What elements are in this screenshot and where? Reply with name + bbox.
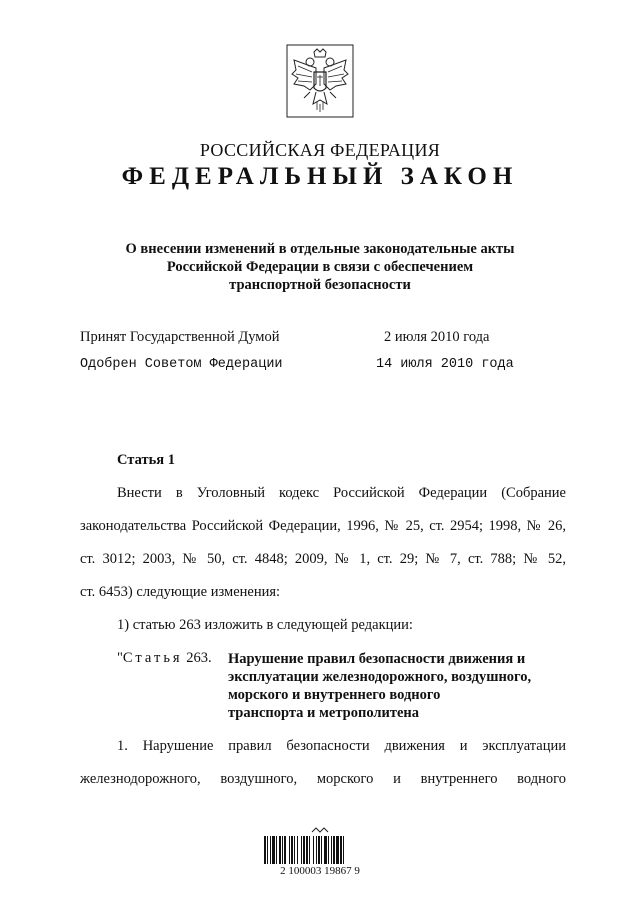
barcode-bar xyxy=(264,836,266,864)
council-approval-label: Одобрен Советом Федерации xyxy=(80,357,283,372)
barcode-bar xyxy=(306,836,308,864)
barcode-bar xyxy=(324,836,327,864)
law-title-line: О внесении изменений в отдельные законодательные акты xyxy=(125,241,515,257)
barcode-number: 2 100003 19867 9 xyxy=(280,865,360,877)
law-title xyxy=(0,240,640,294)
council-approval-date: 14 июля 2010 года xyxy=(376,357,514,372)
coat-of-arms-emblem xyxy=(286,44,354,118)
barcode-bar xyxy=(328,836,329,864)
barcode xyxy=(260,826,380,896)
barcode-bar xyxy=(316,836,317,864)
barcode-bar xyxy=(272,836,275,864)
barcode-bar xyxy=(318,836,320,864)
country-name: РОССИЙСКАЯ ФЕДЕРАЦИЯ xyxy=(199,140,441,160)
barcode-bar xyxy=(343,836,344,864)
list-item: 1) статью 263 изложить в следующей редакции: xyxy=(117,617,413,633)
barcode-bar xyxy=(289,836,290,864)
barcode-bar xyxy=(276,836,277,864)
quote-mark: " xyxy=(117,650,123,666)
barcode-bar xyxy=(301,836,302,864)
quoted-title-line: морского и внутреннего водного xyxy=(228,687,441,703)
paragraph-line: железнодорожного, воздушного, морского и внутреннего водного xyxy=(80,771,566,787)
barcode-bar xyxy=(282,836,283,864)
barcode-bar xyxy=(294,836,295,864)
barcode-bar xyxy=(279,836,281,864)
barcode-bar xyxy=(331,836,332,864)
barcode-bar xyxy=(313,836,314,864)
barcode-bar xyxy=(284,836,286,864)
paragraph-line: ст. 3012; 2003, № 50, ст. 4848; 2009, № 1, ст. 29; № 7, ст. 788; № 52, xyxy=(80,551,566,567)
barcode-bar xyxy=(297,836,298,864)
duma-adoption-date: 2 июля 2010 года xyxy=(384,329,490,345)
paragraph-line: законодательства Российской Федерации, 1996, № 25, ст. 2954; 1998, № 26, xyxy=(80,518,566,534)
paragraph-line: Внести в Уголовный кодекс Российской Федерации (Собрание xyxy=(117,485,566,501)
barcode-bar xyxy=(291,836,293,864)
barcode-bar xyxy=(321,836,322,864)
quoted-title-line: транспорта и метрополитена xyxy=(228,705,420,721)
barcode-bar xyxy=(340,836,342,864)
document-type: ФЕДЕРАЛЬНЫЙ ЗАКОН xyxy=(121,163,519,190)
barcode-bar xyxy=(267,836,268,864)
article-word: Статья xyxy=(122,650,183,666)
article-number: 263. xyxy=(186,650,212,666)
quoted-article-title xyxy=(228,650,531,722)
barcode-bar xyxy=(303,836,305,864)
law-title-line: Российской Федерации в связи с обеспечением xyxy=(166,259,474,275)
law-title-line: транспортной безопасности xyxy=(229,277,411,293)
quoted-title-line: эксплуатации железнодорожного, воздушного, xyxy=(228,669,532,685)
barcode-bar xyxy=(309,836,310,864)
barcode-bar xyxy=(333,836,335,864)
quoted-title-line: Нарушение правил безопасности движения и xyxy=(228,651,526,667)
paragraph-line: 1. Нарушение правил безопасности движения и эксплуатации xyxy=(117,738,566,754)
duma-adoption-label: Принят Государственной Думой xyxy=(80,329,280,345)
quoted-article-label xyxy=(117,650,212,667)
paragraph-line: ст. 6453) следующие изменения: xyxy=(80,584,281,600)
barcode-bar xyxy=(336,836,339,864)
barcode-bar xyxy=(270,836,271,864)
article-heading: Статья 1 xyxy=(117,452,175,468)
